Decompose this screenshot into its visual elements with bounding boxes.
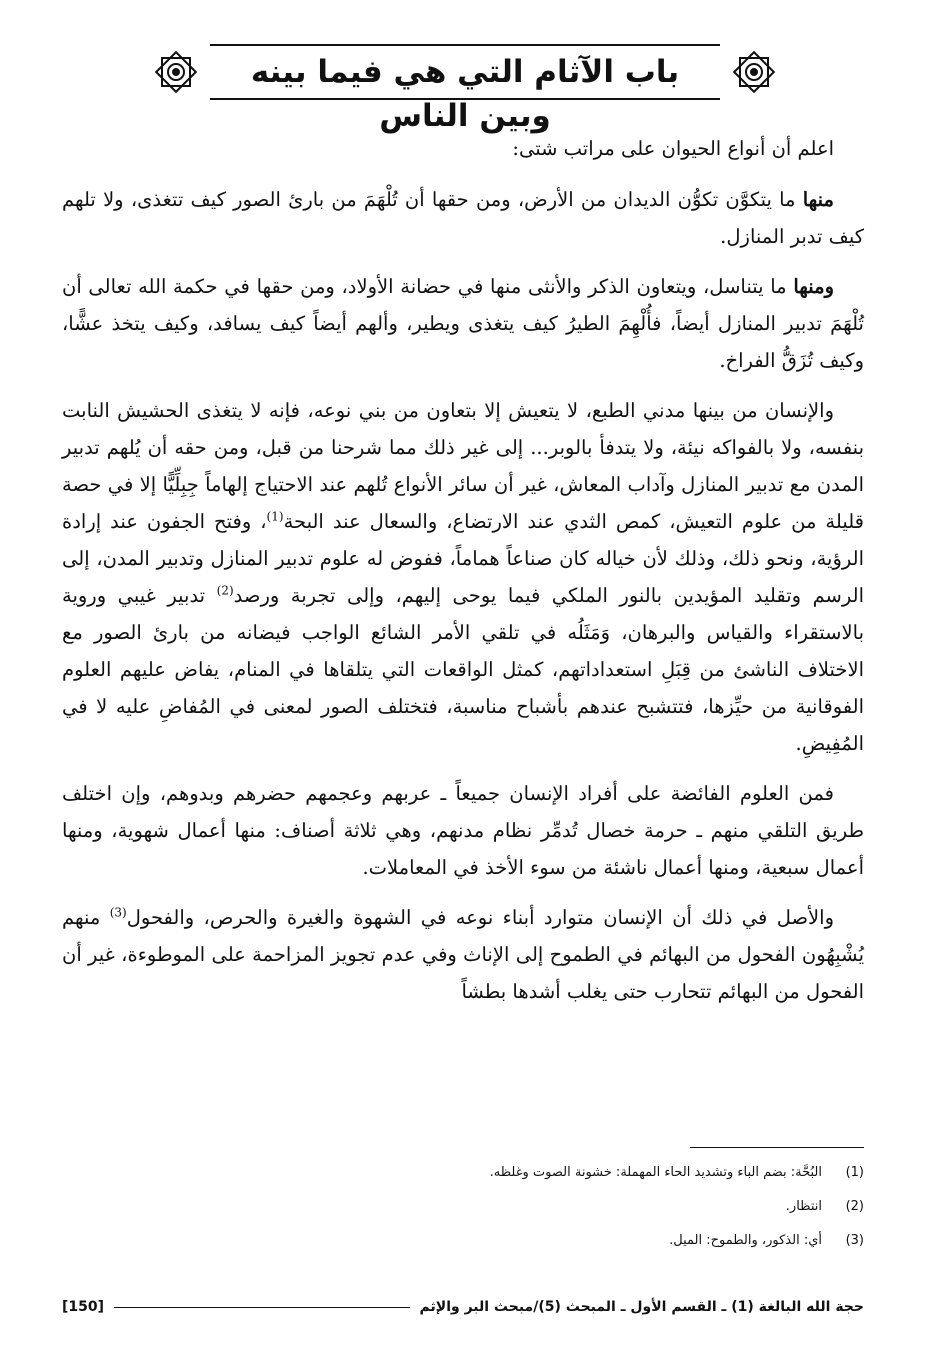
paragraph-text: ما يتكوَّن تكوُّن الديدان من الأرض، ومن حقها أن تُلْهَمَ من بارئ الصور كيف تتغذى، ولا تلهم كيف تدبر المنازل. <box>62 188 864 248</box>
paragraph-intro: اعلم أن أنواع الحيوان على مراتب شتى: <box>512 137 834 160</box>
footnote-item <box>62 1156 864 1190</box>
main-text <box>62 130 864 1023</box>
footnote-number: (2) <box>845 1199 864 1214</box>
footnote-text: البُحَّة: بضم الباء وتشديد الحاء المهملة: خشونة الصوت وغلظه. <box>489 1165 822 1180</box>
paragraph-text: تدبير غيبي وروية بالاستقراء والقياس والبرهان، وَمَثَلُه في تلقي الأمر الشائع الواجب فيضانه من بارئ الصور مع الاختلاف الناشئ من قِبَلِ استعداداتهم، كمثل الواقعات التي يتلقاها في المنام، يفاض عليهم العلوم الفوقانية من حيِّزها، فتتشبح عندهم بأشباح مناسبة، فتختلف الصور لمعنى في المُفاضِ عليه لا في المُفِيضِ. <box>62 584 864 755</box>
footnote-item <box>62 1190 864 1224</box>
paragraph-text: والإنسان من بينها مدني الطبع، لا يتعيش إلا بتعاون من بني نوعه، فإنه لا يتغذى الحشيش النابت بنفسه، ولا بالفواكه نيئة، ولا يتدفأ بالوبر... إلى غير ذلك مما شرحنا من قبل، ومن حقه أن يُلهم تدبير المدن مع تدبير المنازل وآداب المعاش، غير أن سائر الأنواع تُلهم عند الاحتياج إلهاماً جِبِلِّيًّا إلا في حصة قليلة من علوم التعيش، كمص الثدي عند الارتضاع، والسعال عند البحة <box>62 399 864 533</box>
paragraph-lead-word: منها <box>802 188 834 211</box>
footnote-text: أي: الذكور، والطموح: الميل. <box>669 1233 822 1248</box>
paragraph-text: ، وفتح الجفون عند إرادة الرؤية، ونحو ذلك، وذلك لأن خياله كان صناعاً هماماً، ففوض له علوم تدبير المنازل وتدبير المدن، إلى الرسم وتقليد المؤيدين بالنور الملكي فيما يوحى إليهم، وإلى تجربة ورصد <box>62 510 865 607</box>
footnote-separator <box>690 1147 864 1148</box>
footnote-text: انتظار. <box>785 1199 822 1214</box>
chapter-header <box>150 44 780 134</box>
star-ornament-icon <box>728 46 780 98</box>
paragraph-worms <box>62 181 864 255</box>
page-number: [150] <box>62 1299 105 1315</box>
paragraph-origin <box>62 899 864 1010</box>
paragraph-lead-word: ومنها <box>793 275 834 298</box>
paragraph-birds <box>62 268 864 379</box>
footnote-ref-2[interactable]: (2) <box>216 583 234 598</box>
footnote-ref-1[interactable]: (1) <box>266 509 284 524</box>
footnote-ref-3[interactable]: (3) <box>109 905 127 920</box>
footnote-number: (1) <box>845 1165 864 1180</box>
paragraph-text: ما يتناسل، ويتعاون الذكر والأنثى منها في حضانة الأولاد، ومن حقها في حكمة الله تعالى أن تُلْهَمَ تدبير المنازل أيضاً، فأُلْهِمَ الطيرُ كيف يتغذى ويطير، وألهم أيضاً كيف يسافد، وكيف يتخذ عشًّا، وكيف تُزَقُّ الفراخ. <box>62 275 864 372</box>
running-title: حجة الله البالغة (1) ـ القسم الأول ـ المبحث (5)/مبحث البر والإثم <box>419 1299 864 1315</box>
footer-rule <box>114 1307 410 1308</box>
paragraph-text: منهم يُشْبِهُون الفحول من البهائم في الطموح إلى الإناث وفي عدم تجويز المزاحمة على الموطوءة، غير أن الفحول من البهائم تتحارب حتى يغلب أشدها بطشاً <box>62 906 864 1003</box>
header-top-rule <box>210 44 720 46</box>
paragraph-text: والأصل في ذلك أن الإنسان متوارد أبناء نوعه في الشهوة والغيرة والحرص، والفحول <box>126 906 835 929</box>
paragraph-sciences: فمن العلوم الفائضة على أفراد الإنسان جميعاً ـ عربهم وعجمهم حضرهم وبدوهم، وإن اختلف طريق التلقي منهم ـ حرمة خصال تُدمِّر نظام مدنهم، وهي ثلاثة أصناف: منها أعمال شهوية، ومنها أعمال سبعية، ومنها أعمال ناشئة من سوء الأخذ في المعاملات. <box>62 782 864 879</box>
running-footer <box>62 1292 864 1322</box>
footnote-item <box>62 1224 864 1258</box>
footnotes <box>62 1156 864 1258</box>
chapter-title: باب الآثام التي هي فيما بينه وبين الناس <box>250 54 680 134</box>
paragraph-human <box>62 392 864 762</box>
star-ornament-icon <box>150 46 202 98</box>
footnote-number: (3) <box>845 1233 864 1248</box>
header-bottom-rule <box>210 98 720 100</box>
